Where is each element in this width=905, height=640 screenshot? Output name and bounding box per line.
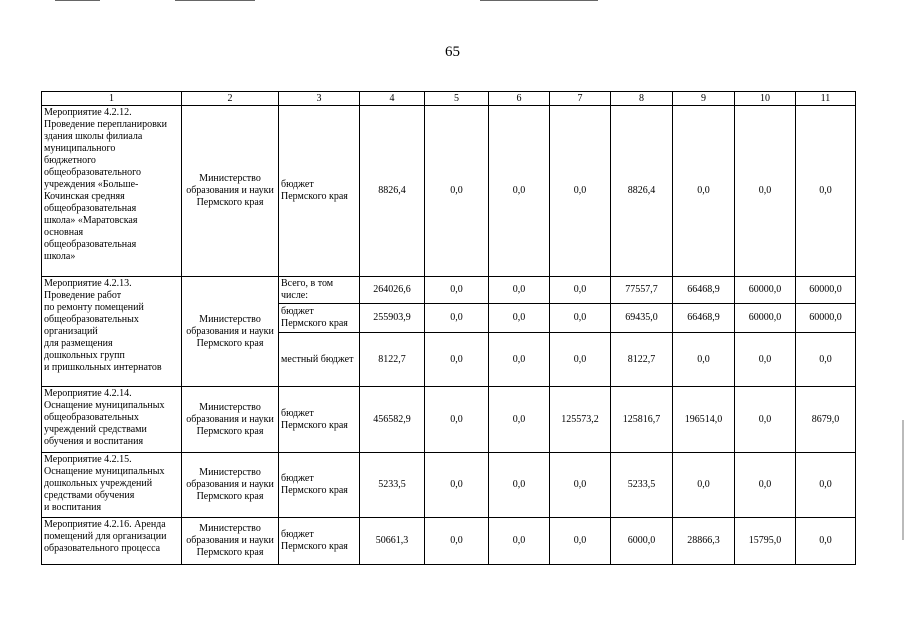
column-header: 10: [735, 92, 796, 106]
funding-source: местный бюджет: [279, 333, 360, 387]
top-edge-line: [480, 0, 598, 1]
amount-cell: 0,0: [489, 333, 550, 387]
amount-cell: 66468,9: [673, 304, 735, 333]
amount-cell: 5233,5: [611, 453, 673, 518]
budget-table: [41, 91, 856, 565]
funding-source: бюджет Пермского края: [279, 304, 360, 333]
amount-cell: 0,0: [673, 333, 735, 387]
measure-name: Мероприятие 4.2.14. Оснащение муниципальных общеобразовательных учреждений средствами обучения и воспитания: [42, 387, 182, 453]
amount-cell: 0,0: [425, 518, 489, 565]
column-header: 8: [611, 92, 673, 106]
amount-cell: 0,0: [550, 518, 611, 565]
column-header: 6: [489, 92, 550, 106]
table-row: [42, 277, 856, 304]
column-header: 1: [42, 92, 182, 106]
amount-cell: 8122,7: [360, 333, 425, 387]
measure-name: Мероприятие 4.2.12. Проведение перепланировки здания школы филиала муниципального бюджетного общеобразовательного учреждения «Больше- Кочинская средняя общеобразовательная школа» «Маратовская основная общеобразовательная школа»: [42, 106, 182, 277]
funding-source: бюджет Пермского края: [279, 518, 360, 565]
amount-cell: 60000,0: [796, 304, 856, 333]
amount-cell: 125573,2: [550, 387, 611, 453]
amount-cell: 0,0: [489, 518, 550, 565]
top-edge-line: [55, 0, 100, 1]
executor: Министерство образования и науки Пермского края: [182, 106, 279, 277]
column-header: 11: [796, 92, 856, 106]
amount-cell: 0,0: [673, 453, 735, 518]
amount-cell: 8122,7: [611, 333, 673, 387]
amount-cell: 0,0: [489, 304, 550, 333]
amount-cell: 0,0: [489, 106, 550, 277]
funding-source: бюджет Пермского края: [279, 387, 360, 453]
amount-cell: 0,0: [735, 453, 796, 518]
amount-cell: 0,0: [425, 106, 489, 277]
amount-cell: 60000,0: [796, 277, 856, 304]
amount-cell: 255903,9: [360, 304, 425, 333]
amount-cell: 0,0: [425, 453, 489, 518]
amount-cell: 60000,0: [735, 304, 796, 333]
amount-cell: 50661,3: [360, 518, 425, 565]
amount-cell: 0,0: [425, 387, 489, 453]
executor: Министерство образования и науки Пермского края: [182, 518, 279, 565]
table-row: [42, 453, 856, 518]
amount-cell: 456582,9: [360, 387, 425, 453]
measure-name: Мероприятие 4.2.16. Аренда помещений для организации образовательного процесса: [42, 518, 182, 565]
executor: Министерство образования и науки Пермского края: [182, 387, 279, 453]
measure-name: Мероприятие 4.2.15. Оснащение муниципальных дошкольных учреждений средствами обучения и воспитания: [42, 453, 182, 518]
measure-name: Мероприятие 4.2.13. Проведение работ по ремонту помещений общеобразовательных организаций для размещения дошкольных групп и пришкольных интернатов: [42, 277, 182, 387]
table-row: [42, 518, 856, 565]
header-row: [42, 92, 856, 106]
amount-cell: 6000,0: [611, 518, 673, 565]
page-number: 65: [445, 44, 460, 60]
amount-cell: 8826,4: [611, 106, 673, 277]
amount-cell: 264026,6: [360, 277, 425, 304]
amount-cell: 196514,0: [673, 387, 735, 453]
amount-cell: 8679,0: [796, 387, 856, 453]
amount-cell: 0,0: [489, 453, 550, 518]
column-header: 2: [182, 92, 279, 106]
amount-cell: 0,0: [550, 333, 611, 387]
amount-cell: 125816,7: [611, 387, 673, 453]
amount-cell: 0,0: [796, 333, 856, 387]
amount-cell: 0,0: [735, 387, 796, 453]
amount-cell: 0,0: [673, 106, 735, 277]
column-header: 4: [360, 92, 425, 106]
amount-cell: 0,0: [796, 453, 856, 518]
top-edge-line: [175, 0, 255, 1]
amount-cell: 0,0: [550, 277, 611, 304]
amount-cell: 5233,5: [360, 453, 425, 518]
table-row: [42, 387, 856, 453]
amount-cell: 0,0: [489, 277, 550, 304]
amount-cell: 28866,3: [673, 518, 735, 565]
amount-cell: 0,0: [796, 106, 856, 277]
amount-cell: 0,0: [550, 453, 611, 518]
column-header: 9: [673, 92, 735, 106]
amount-cell: 0,0: [489, 387, 550, 453]
table-row: [42, 106, 856, 277]
amount-cell: 15795,0: [735, 518, 796, 565]
amount-cell: 69435,0: [611, 304, 673, 333]
column-header: 3: [279, 92, 360, 106]
amount-cell: 66468,9: [673, 277, 735, 304]
amount-cell: 0,0: [735, 106, 796, 277]
executor: Министерство образования и науки Пермского края: [182, 277, 279, 387]
amount-cell: 8826,4: [360, 106, 425, 277]
amount-cell: 77557,7: [611, 277, 673, 304]
funding-source: бюджет Пермского края: [279, 106, 360, 277]
amount-cell: 0,0: [550, 304, 611, 333]
amount-cell: 60000,0: [735, 277, 796, 304]
amount-cell: 0,0: [735, 333, 796, 387]
column-header: 7: [550, 92, 611, 106]
amount-cell: 0,0: [425, 333, 489, 387]
amount-cell: 0,0: [796, 518, 856, 565]
scan-edge: [902, 420, 904, 540]
funding-source: бюджет Пермского края: [279, 453, 360, 518]
funding-source: Всего, в том числе:: [279, 277, 360, 304]
amount-cell: 0,0: [550, 106, 611, 277]
amount-cell: 0,0: [425, 277, 489, 304]
executor: Министерство образования и науки Пермского края: [182, 453, 279, 518]
column-header: 5: [425, 92, 489, 106]
amount-cell: 0,0: [425, 304, 489, 333]
